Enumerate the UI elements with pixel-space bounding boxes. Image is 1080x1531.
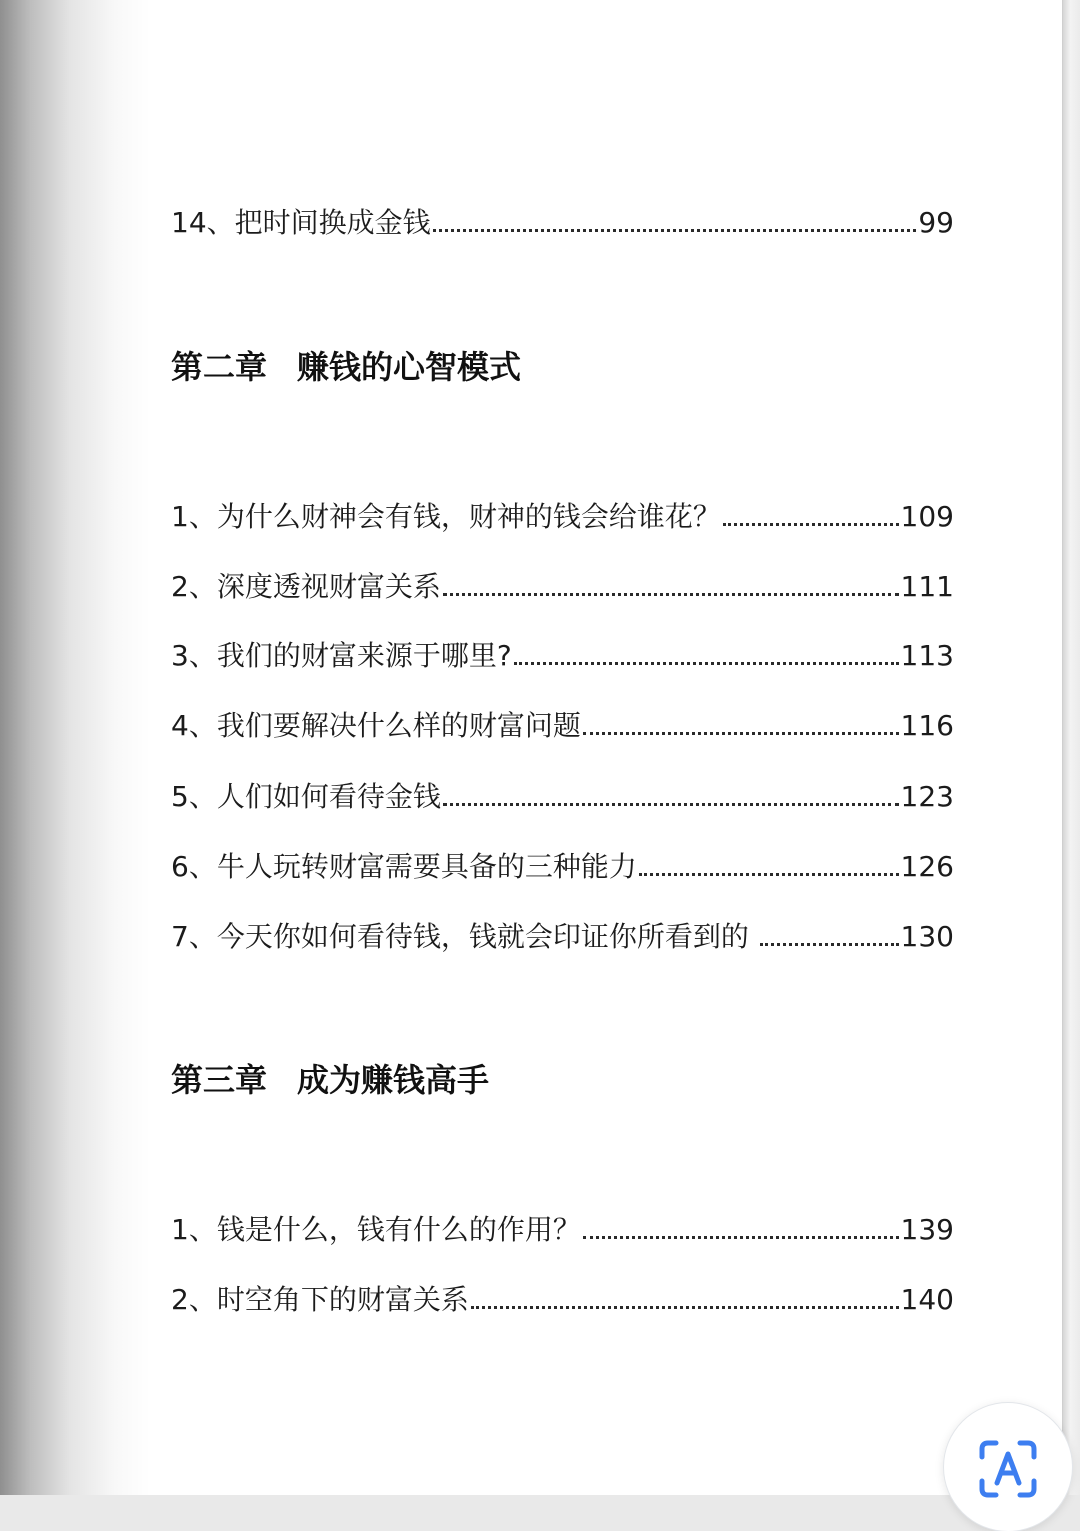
toc-entry: [171, 777, 954, 817]
toc-entry-page: 113: [900, 639, 954, 672]
toc-entry-title: 14、把时间换成金钱: [171, 206, 431, 239]
page-edge: [1062, 0, 1080, 1495]
toc-entry-title: 1、为什么财神会有钱，财神的钱会给谁花？: [171, 500, 721, 533]
toc-entry-title: 6、牛人玩转财富需要具备的三种能力: [171, 850, 637, 883]
toc-entry: [171, 1280, 954, 1320]
chapter-title: 成为赚钱高手: [297, 1061, 490, 1099]
toc-entry-title: 1、钱是什么，钱有什么的作用？: [171, 1213, 581, 1246]
toc-entry-title: 2、深度透视财富关系: [171, 570, 441, 603]
toc-entry: [171, 636, 954, 676]
chapter-heading: [171, 345, 521, 389]
chapter-heading: [171, 1058, 489, 1102]
toc-entry-page: 111: [900, 570, 954, 603]
toc-entry-page: 109: [900, 500, 954, 533]
toc-entry-title: 5、人们如何看待金钱: [171, 780, 441, 813]
toc-entry: [171, 847, 954, 887]
dot-leader: [583, 1236, 899, 1239]
toc-entry: [171, 1210, 954, 1250]
toc-entry-page: 140: [900, 1283, 954, 1316]
text-scan-button[interactable]: [944, 1403, 1072, 1531]
toc-entry-page: 99: [918, 206, 954, 239]
toc-entry-title: 3、我们的财富来源于哪里?: [171, 639, 512, 672]
toc-entry-title: 4、我们要解决什么样的财富问题: [171, 709, 581, 742]
toc-entry: [171, 567, 954, 607]
toc-entry: [171, 203, 954, 243]
dot-leader: [433, 229, 917, 232]
toc-entry-page: 116: [900, 709, 954, 742]
dot-leader: [723, 523, 899, 526]
dot-leader: [639, 873, 899, 876]
toc-entry-page: 130: [900, 920, 954, 953]
toc-entry-title: 2、时空角下的财富关系: [171, 1283, 469, 1316]
dot-leader: [471, 1306, 899, 1309]
chapter-number: 第三章: [171, 1061, 268, 1099]
toc-entry-page: 123: [900, 780, 954, 813]
dot-leader: [443, 593, 899, 596]
chapter-title: 赚钱的心智模式: [297, 348, 522, 386]
toc-entry-page: 139: [900, 1213, 954, 1246]
chapter-number: 第二章: [171, 348, 268, 386]
dot-leader: [443, 803, 899, 806]
dot-leader: [760, 943, 899, 946]
text-scan-icon: [978, 1439, 1038, 1499]
toc-entry: [171, 706, 954, 746]
toc-entry: [171, 497, 954, 537]
toc-entry-title: 7、今天你如何看待钱，钱就会印证你所看到的: [171, 920, 758, 953]
dot-leader: [514, 662, 899, 665]
toc-entry-page: 126: [900, 850, 954, 883]
dot-leader: [583, 732, 899, 735]
toc-entry: [171, 917, 954, 957]
